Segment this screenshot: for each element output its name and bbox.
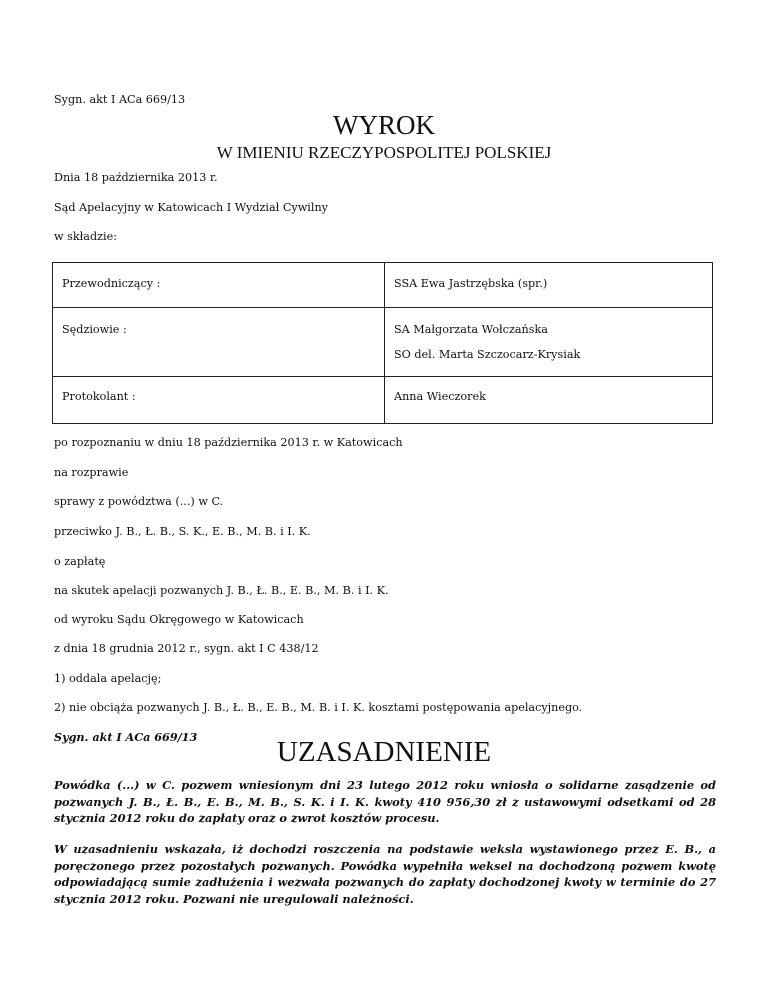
body-line: na rozprawie xyxy=(54,466,129,479)
body-line: po rozpoznaniu w dniu 18 października 2013 r. w Katowicach xyxy=(54,436,403,449)
body-line: z dnia 18 grudnia 2012 r., sygn. akt I C 438/12 xyxy=(54,642,319,655)
panel-row-clerk xyxy=(53,377,713,424)
justification-title: UZASADNIENIE xyxy=(276,736,492,768)
panel-table xyxy=(52,262,713,424)
body-line: przeciwko J. B., Ł. B., S. K., E. B., M. B. i I. K. xyxy=(54,525,311,538)
judge-name: SA Małgorzata Wołczańska xyxy=(394,323,548,336)
body-line: od wyroku Sądu Okręgowego w Katowicach xyxy=(54,613,304,626)
chair-value: SSA Ewa Jastrzębska (spr.) xyxy=(394,277,548,290)
ruling-item: 1) oddala apelację; xyxy=(54,672,162,685)
judges-label: Sędziowie : xyxy=(62,323,127,336)
body-line: o zapłatę xyxy=(54,555,106,568)
document-title: WYROK xyxy=(333,110,435,140)
justification-paragraph: Powódka (...) w C. pozwem wniesionym dni 23 lutego 2012 roku wniosła o solidarne zasądzenie od pozwanych J. B., Ł. B., E. B., M. B., S. K. i I. K. kwoty 410 956,30 zł z ustawowymi odsetkami od 28 stycznia 2012 roku do zapłaty oraz o zwrot kosztów procesu. xyxy=(54,778,716,825)
composition-label: w składzie: xyxy=(54,230,117,243)
document-subtitle: W IMIENIU RZECZYPOSPOLITEJ POLSKIEJ xyxy=(216,143,552,162)
judge-name: SO del. Marta Szczocarz-Krysiak xyxy=(394,348,581,361)
body-line: na skutek apelacji pozwanych J. B., Ł. B., E. B., M. B. i I. K. xyxy=(54,584,389,597)
court-name: Sąd Apelacyjny w Katowicach I Wydział Cywilny xyxy=(54,201,328,214)
justification-paragraph: W uzasadnieniu wskazała, iż dochodzi roszczenia na podstawie weksla wystawionego przez E. B., a poręczonego przez pozostałych pozwanych. Powódka wypełniła weksel na dochodzoną pozwem kwotę odpowiadającą sumie zadłużenia i wezwała pozwanych do zapłaty dochodzonej kwoty w terminie do 27 stycznia 2012 roku. Pozwani nie uregulowali należności. xyxy=(54,842,716,906)
body-line: sprawy z powództwa (...) w C. xyxy=(54,495,224,508)
panel-row-judges xyxy=(53,308,713,377)
chair-label: Przewodniczący : xyxy=(62,277,161,290)
panel-row-chair xyxy=(53,263,713,308)
justification-signature: Sygn. akt I ACa 669/13 xyxy=(54,730,198,744)
clerk-label: Protokolant : xyxy=(62,390,136,403)
clerk-value: Anna Wieczorek xyxy=(394,390,486,403)
judgment-date: Dnia 18 października 2013 r. xyxy=(54,171,218,184)
case-signature: Sygn. akt I ACa 669/13 xyxy=(54,93,186,106)
ruling-item: 2) nie obciąża pozwanych J. B., Ł. B., E. B., M. B. i I. K. kosztami postępowania apelacyjnego. xyxy=(54,701,583,714)
